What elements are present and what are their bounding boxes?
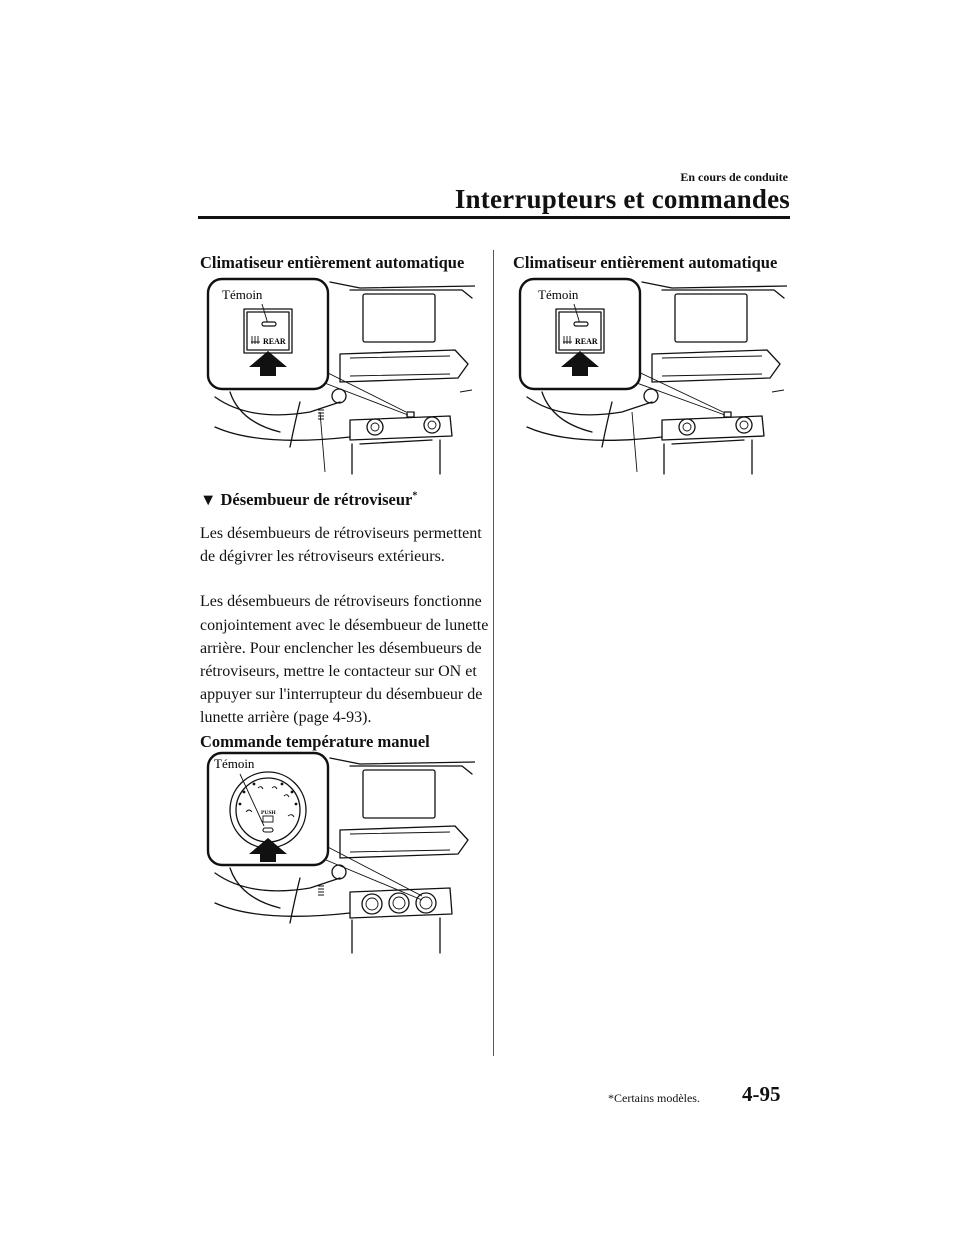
paragraph-2: Les désembueurs de rétroviseurs fonctionne conjointement avec le désembueur de lunette arrière. Pour enclencher les désembueurs de rétroviseurs, mettre le contacteur sur ON et appuyer sur l'interrupteur du désembueur de lunette arrière (page 4-93). [200,593,489,727]
section-title: Désembueur de rétroviseur [220,490,413,509]
figure3-label-text: Témoin [538,287,579,302]
figure2-caption: Commande température manuel [200,732,430,751]
section-heading [200,490,417,510]
figure2-push-text: PUSH [261,810,276,816]
figure3-illustration [512,272,787,477]
figure1-caption: Climatiseur entièrement automatique [200,253,465,272]
figure3-caption: Climatiseur entièrement automatique [513,253,778,272]
figure2-label-text: Témoin [214,756,255,771]
footer-note: *Certains modèles. [608,1091,700,1105]
paragraph-1: Les désembueurs de rétroviseurs permettent de dégivrer les rétroviseurs extérieurs. [200,525,482,566]
figure2-illustration [200,748,475,956]
figure1-rear-text: REAR [263,337,286,346]
section-marker: ▼ [200,490,217,509]
section-asterisk: * [412,490,418,502]
header-rule [198,216,790,219]
body-text [200,522,490,752]
page-title: Interrupteurs et commandes [454,184,790,214]
figure1-label-text: Témoin [222,287,263,302]
figure3-rear-text: REAR [575,337,598,346]
page-number: 4-95 [742,1082,781,1106]
header-section: En cours de conduite [680,170,788,184]
figure1-illustration [200,272,475,477]
column-divider [493,250,494,1056]
